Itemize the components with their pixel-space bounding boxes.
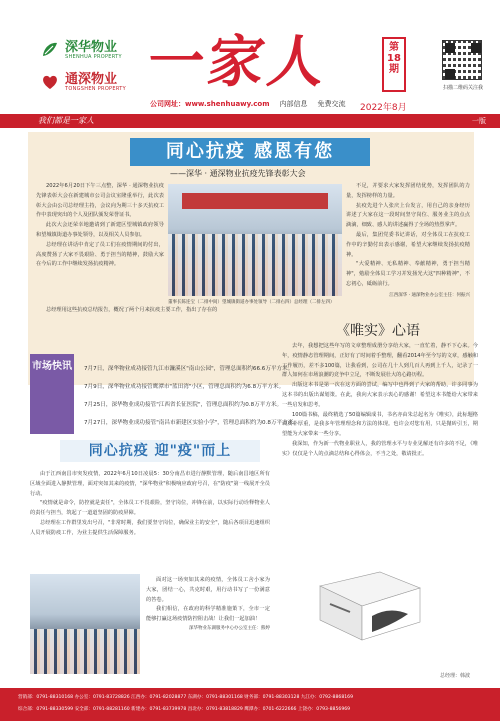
award-group-photo bbox=[168, 184, 342, 296]
weishi-author: 总经理：韩波 bbox=[440, 673, 471, 679]
antiepidemic-paragraph: 我们相信，在政府的科学精准施策下，全市一定能够打赢这场疫情防控阻击战！让我们一起加油！ bbox=[146, 606, 270, 623]
inner-note: 内部信息 bbox=[279, 100, 308, 108]
feature-subtitle: ——深华 · 通深物业抗疫先锋表彰大会 bbox=[170, 169, 306, 178]
feature-left-column bbox=[36, 182, 164, 270]
market-news-item: 7月27日，深华物业成功接管"南昌市新建区实验小学"，管理总面积约为0.8万平方米。 bbox=[84, 420, 299, 426]
book-cover-icon bbox=[310, 566, 430, 644]
feature-paragraph: 2022年6月20日下午三点整，深华 · 通深物业抗疫先锋表彰大会在新建城市公司会议室隆重举行，此次表彰大会由公司总经理主持，会议向为期三十多天抗疫工作中表现突出的个人及团队颁发荣誉证书。 bbox=[36, 183, 164, 219]
market-news-item: 7月25日，深华物业成功接管"江西省长征医院"，管理总面积约为0.8万平方米。 bbox=[84, 402, 283, 408]
photo-caption: 董事长陈连宝（二排中间）望城镇街道办事处领导（二排右四）总经理（二排左四） bbox=[168, 300, 335, 305]
feature-bottom-text bbox=[36, 306, 336, 316]
tongshen-heart-icon bbox=[40, 72, 60, 92]
weishi-body bbox=[282, 342, 478, 460]
logo-b-en: TONGSHEN PROPERTY bbox=[65, 85, 126, 92]
weishi-paragraph: 我深知，作为新一代物业职业人，我的管理水平与专业见解还有许多的不足，《唯实》仅仅是个人的点滴总结和心得体会，不当之处，敬请批正。 bbox=[282, 440, 478, 457]
issue-number: 第18期 bbox=[382, 37, 406, 92]
qr-caption: 扫描二维码关注我 bbox=[442, 85, 483, 91]
weishi-paragraph: 出版这本书是第一次在这方面的尝试，编写中也得到了大家的帮助，许多同事为这本书的出版出谋划策。在此，我向大家表示衷心的感谢！希望这本书能给大家带来一些启发和思考。 bbox=[282, 382, 478, 408]
footer-bar bbox=[0, 688, 500, 721]
feature-right-column bbox=[346, 182, 470, 298]
market-news-tag: 市场快讯 bbox=[30, 354, 74, 434]
logo-a-name: 深华物业 bbox=[65, 39, 118, 55]
free-note: 免费交流 bbox=[317, 100, 346, 108]
feature-paragraph: 总经理在讲话中肯定了员工们在疫情期间的付出，高度赞扬了大家不畏艰险、勇于担当的精神，鼓励大家在今后的工作中继续发扬抗疫精神。 bbox=[36, 241, 164, 268]
feature-title: 同心抗疫 感恩有您 bbox=[130, 138, 370, 166]
feature-paragraph: 此次大会还荣幸地邀请到了新建区望城镇政府领导和望城镇街道办事处领导，以及相关人员参加。 bbox=[36, 222, 164, 238]
page-label: 一版 bbox=[472, 117, 486, 125]
feature-paragraph: 总经理用这些抗疫总结报告，概况了两个月来抗疫主要工作，指出了存在的 bbox=[46, 307, 218, 313]
weishi-title: 《唯实》心语 bbox=[336, 323, 420, 339]
slogan: 我们都是一家人 bbox=[38, 116, 94, 125]
shenhua-leaf-icon bbox=[40, 40, 60, 60]
antiepidemic-paragraph: 由于江西南昌市突发疫情，2022年6月10日凌晨5：30分南昌市进行静默管理，随后南昌地区所有区域全面进入静默管理，面对突如其来的疫情，"深华物业"积极响应政府号召，在"防疫"第一线展开全员行动。 bbox=[30, 471, 270, 497]
tongshen-logo bbox=[40, 72, 126, 92]
feature-paragraph: 抗疫先进个人张庆上台发言，用自己的亲身经历讲述了大家在这一段时间坚守岗位、服务业主的点点滴滴，细致、感人的讲述赢得了全场的热烈掌声。 bbox=[346, 202, 470, 229]
weishi-paragraph: 100篇书稿，最终精选了50篇编辑成书，书名亦由朱总起名为《唯实》，此标题格调质朴厚重，是我多年管理理念和方法的体现。也许会对您有用，只是抛砖引玉，期望能为大家带来一些分享。 bbox=[282, 411, 478, 438]
logo-b-name: 通深物业 bbox=[65, 71, 118, 87]
header-bar bbox=[0, 114, 500, 128]
antiepidemic-body bbox=[30, 470, 270, 539]
feature-author: 江西深华 · 通深物业办公室主任：何振兴 bbox=[389, 292, 470, 298]
feature-paragraph: 不足，并要求大家发挥团结优势，发挥团队的力量，发挥榜样的力量。 bbox=[346, 183, 470, 199]
antiepidemic-paragraph: 面对这一场突如其来的疫情，全体员工舍小家为大家，团结一心，共克时艰，用行动书写了一份满意的答卷。 bbox=[146, 577, 270, 603]
antiepidemic-body-right bbox=[146, 576, 270, 631]
antiepidemic-author: 深华物业东湖服务中心办公室主任：熊婷 bbox=[189, 625, 270, 631]
shenhua-logo bbox=[40, 40, 122, 60]
logo-a-en: SHENHUA PROPERTY bbox=[65, 53, 122, 60]
footer-contacts-line1: 营销部：0791-88310168 办公室：0791-83728826 江西办：0791-82028877 东湖办：0791-88301168 财务部：0791-88303128 九江办：0792-8868169 bbox=[18, 695, 354, 700]
feature-paragraph: "大爱精神、无私精神、奉献精神，勇于担当精神"，勉励全体员工学习并发扬光大这"四种精神"，不忘初心，砥砺前行。 bbox=[346, 261, 470, 287]
antiepidemic-paragraph: 总经理在工作群里发出号召，"非常时期，我们要坚守岗位，确保业主的安全"，随后各项目迅速组织人员开展防疫工作，为业主提供生活保障服务。 bbox=[30, 519, 270, 536]
antiepidemic-photo bbox=[30, 574, 140, 674]
weishi-paragraph: 去年，我想把这些年写的文章整理成册分享给大家，一直忙着，静不下心来。今年，疫情静态管理期间，正好有了时间着手整理，翻看2014年至今写的文章，感触和工作履历，差不多100篇，让我看到，公司在几十人到几百人再到上千人，记录了一群人如何在市场浪潮的竞争中立足，不断发展壮大的心路历程。 bbox=[282, 343, 478, 379]
feature-paragraph: 最后，集团党委书记讲话，对全体员工在抗疫工作中的辛勤付出表示感谢，希望大家继续发扬抗疫精神。 bbox=[346, 231, 470, 258]
issue-date: 2022年8月 bbox=[360, 103, 407, 113]
market-news-item: 7月9日，深华物业成功接管鹰潭市"蓝田湾"小区，管理总面积约为6.8万平方米。 bbox=[84, 384, 285, 390]
market-news-item: 7月7日，深华物业成功接管九江市濂溪区"南山公园"，管理总面积约66.6万平方米。 bbox=[84, 366, 294, 372]
masthead-subline bbox=[150, 99, 345, 109]
antiepidemic-paragraph: "疫情就是命令，防控就是责任"，全体员工不畏艰险，坚守岗位，冲锋在前，以实际行动诠释物业人的责任与担当，筑起了一道道坚固的防疫屏障。 bbox=[30, 500, 270, 517]
qr-code-icon bbox=[442, 40, 482, 80]
newspaper-title: 一家人 bbox=[143, 29, 333, 95]
footer-contacts-line2: 综合部：0791-88330599 安全部：0791-88281160 新建办：0791-83739978 昌北办：0791-83818829 鹰潭办：0701-6222666 上饶办：0793-8856969 bbox=[18, 707, 351, 712]
antiepidemic-title: 同心抗疫 迎"疫"而上 bbox=[60, 440, 260, 462]
website: 公司网址：www.shenhuawy.com bbox=[150, 100, 270, 108]
